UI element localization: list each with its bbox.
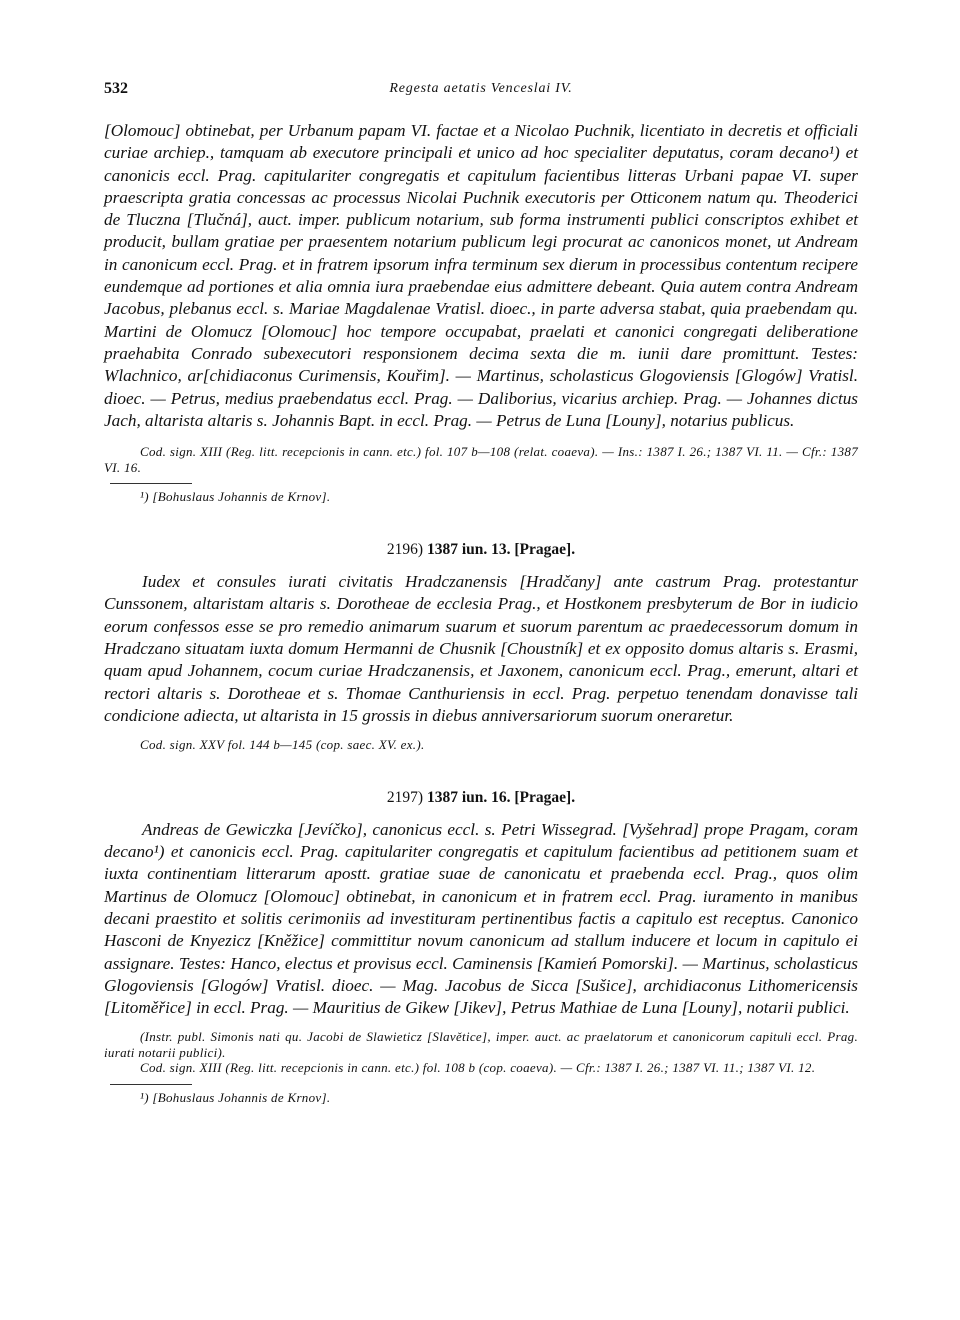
entry-2196-date: 1387 iun. 13. [426, 541, 511, 559]
entry-2197-number: 2197) [386, 788, 424, 806]
entry-2195-source: Cod. sign. XIII (Reg. litt. recepcionis in cann. etc.) fol. 107 b—108 (relat. coaeva). — Ins.: 1387 I. 26.; 1387 VI. 11. — Cfr.: 1387 VI. 16. [104, 444, 858, 475]
running-title: Regesta aetatis Venceslai IV. [389, 81, 573, 96]
entry-2196-place: [Pragae]. [514, 541, 576, 559]
entry-2195-continuation-text: [Olomouc] obtinebat, per Urbanum papam VI. factae et a Nicolao Puchnik, licentiato in decretis et officiali curiae archiep., tamquam ab executore principali et unico ad hoc specialiter deputatus, coram decano¹) et canonicis eccl. Prag. capitulariter congregatis et capitulum facientibus litteras Urbani papae VI. super praescripta gratia concessas ac processus Nicolai Puchnik executoris per Otticonem natum qu. Theoderici de Tluczna [Tlučná], auct. imper. publicum notarium, sub forma instrumenti publici conscriptos exhibet et producit, bullam gratiae per praesentem notarium publicum legi procurat ac canonicos monet, ut Andream in canonicum eccl. Prag. et in fratrem ipsorum infra terminum sex dierum in processibus contentum recipere eundemque ad portiones et alia omnia iura praebendae eius admittere debeant. Quia autem contra Andream Jacobus, plebanus eccl. s. Mariae Magdalenae Vratisl. dioec., in parte adversa stabat, quia praebendam qu. Martini de Olomucz [Olomouc] hoc tempore occupabat, praelati et canonici congregati deliberatione praehabita Conrado subexecutori responsionem decima sexta die m. iunii dare promittunt. Testes: Wlachnico, ar[chidiaconus Curimensis, Kouřim]. — Martinus, scholasticus Glogoviensis [Glogów] Vratisl. dioec. — Petrus, medius praebendatus eccl. Prag. — Daliborius, vicarius archiep. Prag. — Johannes dictus Jach, altarista altaris s. Johannis Bapt. in eccl. Prag. — Petrus de Luna [Louny], notarius publicus. [104, 121, 858, 430]
entry-2197-date: 1387 iun. 16. [426, 788, 511, 806]
page-number: 532 [104, 80, 128, 97]
entry-2196-source: Cod. sign. XXV fol. 144 b—145 (cop. saec. XV. ex.). [140, 737, 425, 753]
footnote-divider [110, 1084, 192, 1085]
footnote-divider [110, 483, 192, 484]
entry-2195-footnote: ¹) [Bohuslaus Johannis de Krnov]. [140, 489, 331, 505]
entry-2196-heading [104, 541, 858, 559]
entry-2197-footnote: ¹) [Bohuslaus Johannis de Krnov]. [140, 1089, 331, 1105]
entry-2197-place: [Pragae]. [514, 788, 576, 806]
entry-2196-text: Iudex et consules iurati civitatis Hradczanensis [Hradčany] ante castrum Prag. protestantur Cunssonem, altaristam altaris s. Dorotheae de ecclesia Prag., et Hostkonem presbyterum de Bor in iudicio eorum confessos esse se pro remedio animarum suarum et suorum parentum ac praedecessorum domum in Hradczano situatam iuxta domum Hermanni de Chusnik [Choustník] et ex opposito domus altaris s. Erasmi, quam apud Johannem, cocum curiae Hradczanensis, et Jaxonem, canonicum eccl. Prag., emerunt, altari et rectori altaris s. Dorotheae et s. Thomae Canthuriensis in eccl. Prag. perpetuo tenendam donavisse tali condicione adiecta, ut altarista in 15 grossis in diebus anniversariorum suorum oneraretur. [104, 572, 858, 725]
entry-2197-source-codex: Cod. sign. XIII (Reg. litt. recepcionis in cann. etc.) fol. 108 b (cop. coaeva). — Cfr.: 1387 I. 26.; 1387 VI. 11.; 1387 VI. 12. [140, 1060, 816, 1076]
document-page [104, 72, 858, 1106]
entry-2197-heading [104, 789, 858, 807]
entry-2197-text: Andreas de Gewiczka [Jevíčko], canonicus eccl. s. Petri Wissegrad. [Vyšehrad] prope Pragam, coram decano¹) et canonicis eccl. Prag. capitulariter congregatis et capitulum facientibus ad petitionem suam et iuxta continentiam litterarum apostt. gratiae suae de canonicatu et praebenda eccl. Prag., quos olim Martinus de Olomucz [Olomouc] obtinebat, in canonicum et in fratrem eccl. Prag. iuramento in manibus decani praestito et solitis cerimoniis ad investituram pertinentibus factis a capitulo est receptus. Canonico Hasconi de Knyezicz [Kněžice] committitur novum canonicum ad stallum inducere et locum in capitulo ei assignare. Testes: Hanco, electus et provisus eccl. Caminensis [Kamień Pomorski]. — Martinus, scholasticus Glogoviensis [Glogów] Vratisl. dioec. — Mag. Jacobus de Sicca [Sušice], archidiaconus Lithomericensis [Litoměřice] in eccl. Prag. — Mauritius de Gikew [Jikev], Petrus Mathiae de Luna [Louny], notarii publici. [104, 819, 858, 1018]
entry-2196-number: 2196) [386, 541, 424, 559]
page-header [104, 72, 858, 106]
entry-2197-source-instrument: (Instr. publ. Simonis nati qu. Jacobi de Slawieticz [Slavětice], imper. auct. ac praelatorum et canonicorum capituli eccl. Prag. iurati notarii publici). [104, 1029, 858, 1060]
